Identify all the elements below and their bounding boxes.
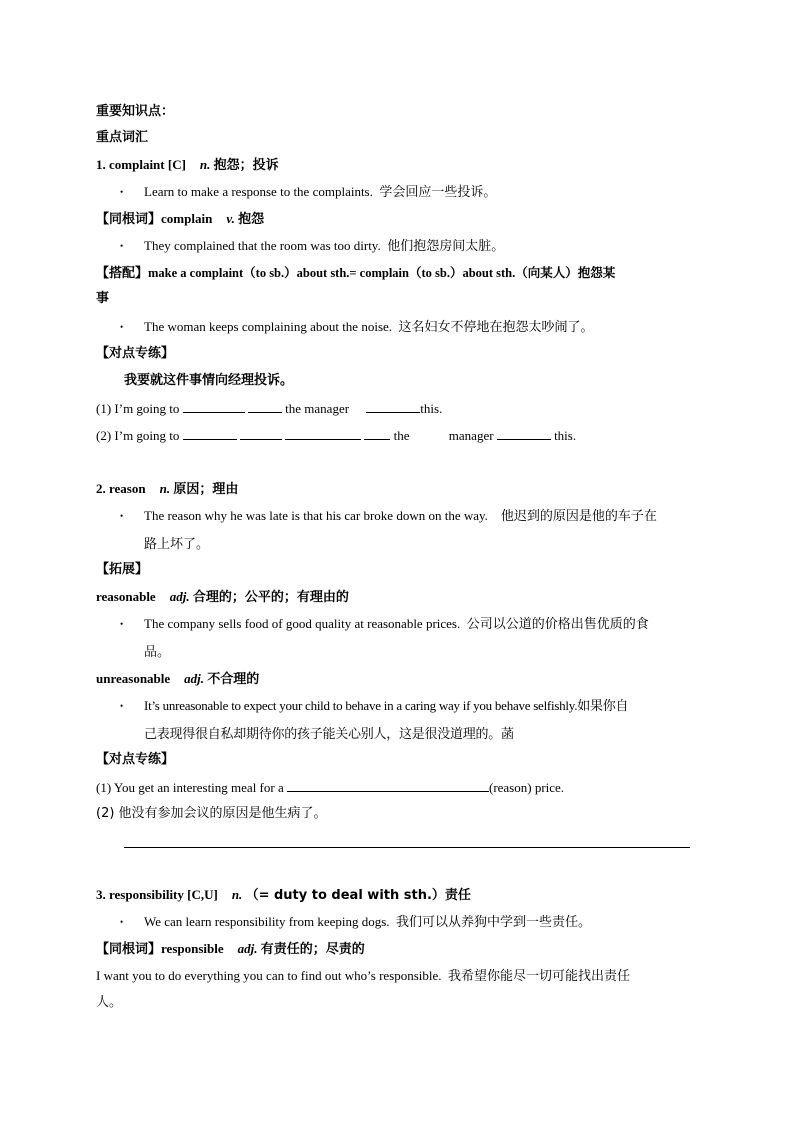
related-pos: adj.	[169, 589, 190, 604]
related-word: responsible	[161, 941, 224, 956]
answer-blank[interactable]	[366, 399, 420, 413]
related-word: complain	[161, 211, 213, 226]
bullet: •	[120, 241, 124, 251]
example-sentence	[144, 913, 591, 932]
related-meaning: 合理的；公平的；有理由的	[192, 590, 349, 605]
example-chinese: 己表现得很自私却期待你的孩子能关心别人，这是很没道理的。菡	[144, 727, 514, 742]
word-reasonable	[96, 588, 349, 607]
word-unreasonable	[96, 670, 259, 689]
example-english: Learn to make a response to the complaints.	[144, 184, 373, 199]
example-chinese: 这名妇女不停地在抱怨太吵闹了。	[398, 320, 594, 335]
example-english: It’s unreasonable to expect your child to behave in a caring way if you behave selfishly.	[144, 698, 578, 713]
example-chinese: 路上坏了。	[144, 537, 210, 552]
answer-blank[interactable]	[287, 778, 359, 792]
answer-blank[interactable]	[359, 778, 489, 792]
entry-reason-title	[96, 480, 238, 499]
answer-blank[interactable]	[497, 426, 551, 440]
bullet: •	[120, 322, 124, 332]
example-english: The company sells food of good quality at reasonable prices.	[144, 616, 461, 631]
example-sentence	[144, 692, 702, 748]
example-chinese: 他迟到的原因是他的车子在	[500, 509, 657, 524]
example-sentence	[144, 237, 504, 256]
collocation-text-continued: 事	[96, 291, 110, 306]
entry-meaning: 原因；理由	[173, 482, 239, 497]
example-english: We can learn responsibility from keeping dogs.	[144, 914, 390, 929]
exercise-line-1	[96, 778, 564, 797]
bullet: •	[120, 701, 124, 711]
example-sentence	[144, 610, 702, 666]
example-chinese: 他们抱怨房间太脏。	[387, 239, 505, 254]
entry-word: 1. complaint [C]	[96, 157, 186, 172]
example-sentence	[144, 183, 496, 202]
extension-tag: 【拓展】	[96, 562, 149, 577]
entry-responsibility-title	[96, 886, 471, 905]
tag-label: 【同根词】	[96, 212, 162, 227]
example-chinese: 我希望你能尽一切可能找出责任	[448, 969, 631, 984]
answer-blank[interactable]	[183, 399, 245, 413]
exercise-text: manager	[448, 428, 494, 443]
related-meaning: 不合理的	[207, 672, 260, 687]
example-english: They complained that the room was too dirty.	[144, 238, 381, 253]
exercise-text: the	[393, 428, 410, 443]
related-pos: adj.	[237, 941, 258, 956]
related-word: reasonable	[96, 589, 156, 604]
entry-pos: n.	[231, 887, 243, 902]
bullet: •	[120, 917, 124, 927]
entry-meaning: （= duty to deal with sth.）责任	[245, 888, 471, 903]
practice-tag: 【对点专练】	[96, 752, 175, 767]
example-chinese: 学会回应一些投诉。	[379, 185, 497, 200]
exercise-text: this.	[554, 428, 577, 443]
example-sentence	[96, 967, 630, 986]
entry-pos: n.	[159, 481, 171, 496]
answer-blank[interactable]	[285, 426, 361, 440]
related-word-complain	[96, 210, 264, 229]
related-meaning: 有责任的；尽责的	[260, 942, 365, 957]
related-pos: v.	[226, 211, 235, 226]
related-word: unreasonable	[96, 671, 171, 686]
exercise-text: (reason) price.	[488, 780, 565, 795]
exercise-line-1	[96, 399, 442, 418]
example-chinese: 公司以公道的价格出售优质的食	[466, 617, 649, 632]
tag-label: 【搭配】	[96, 266, 149, 281]
collocation	[96, 264, 615, 283]
entry-meaning: 抱怨；投诉	[213, 158, 279, 173]
section-heading: 重点词汇	[96, 130, 149, 145]
answer-line[interactable]	[124, 847, 690, 848]
tag-label: 【同根词】	[96, 942, 162, 957]
exercise-text: the manager	[285, 401, 350, 416]
answer-blank[interactable]	[240, 426, 282, 440]
answer-blank[interactable]	[183, 426, 237, 440]
exercise-text: (1) You get an interesting meal for a	[96, 780, 284, 795]
example-chinese: 我们可以从养狗中学到一些责任。	[396, 915, 592, 930]
example-sentence	[144, 502, 702, 558]
example-chinese-continued: 人。	[96, 995, 123, 1010]
practice-prompt: 我要就这件事情向经理投诉。	[124, 373, 294, 388]
example-english: The reason why he was late is that his car broke down on the way.	[144, 508, 488, 523]
exercise-text: (2) I’m going to	[96, 428, 180, 443]
example-chinese: 如果你自	[577, 699, 629, 714]
exercise-line-2	[96, 426, 576, 445]
entry-pos: n.	[199, 157, 211, 172]
example-english: The woman keeps complaining about the noise.	[144, 319, 393, 334]
exercise-text: this.	[420, 401, 443, 416]
answer-blank[interactable]	[364, 426, 390, 440]
example-chinese: 品。	[144, 645, 171, 660]
bullet: •	[120, 511, 124, 521]
bullet: •	[120, 187, 124, 197]
example-sentence	[144, 318, 594, 337]
collocation-text: make a complaint（to sb.）about sth.= complain（to sb.）about sth.（向某人）抱怨某	[148, 266, 616, 280]
entry-word: 2. reason	[96, 481, 146, 496]
answer-blank[interactable]	[248, 399, 282, 413]
related-word-responsible	[96, 940, 365, 959]
practice-tag: 【对点专练】	[96, 346, 175, 361]
entry-word: 3. responsibility [C,U]	[96, 887, 218, 902]
page-heading: 重要知识点：	[96, 104, 175, 119]
related-pos: adj.	[184, 671, 205, 686]
exercise-line-2: (2) 他没有参加会议的原因是他生病了。	[96, 806, 327, 821]
example-english: I want you to do everything you can to find out who’s responsible.	[96, 968, 442, 983]
related-meaning: 抱怨	[238, 212, 265, 227]
bullet: •	[120, 619, 124, 629]
entry-complaint-title	[96, 156, 279, 175]
exercise-text: (1) I’m going to	[96, 401, 180, 416]
